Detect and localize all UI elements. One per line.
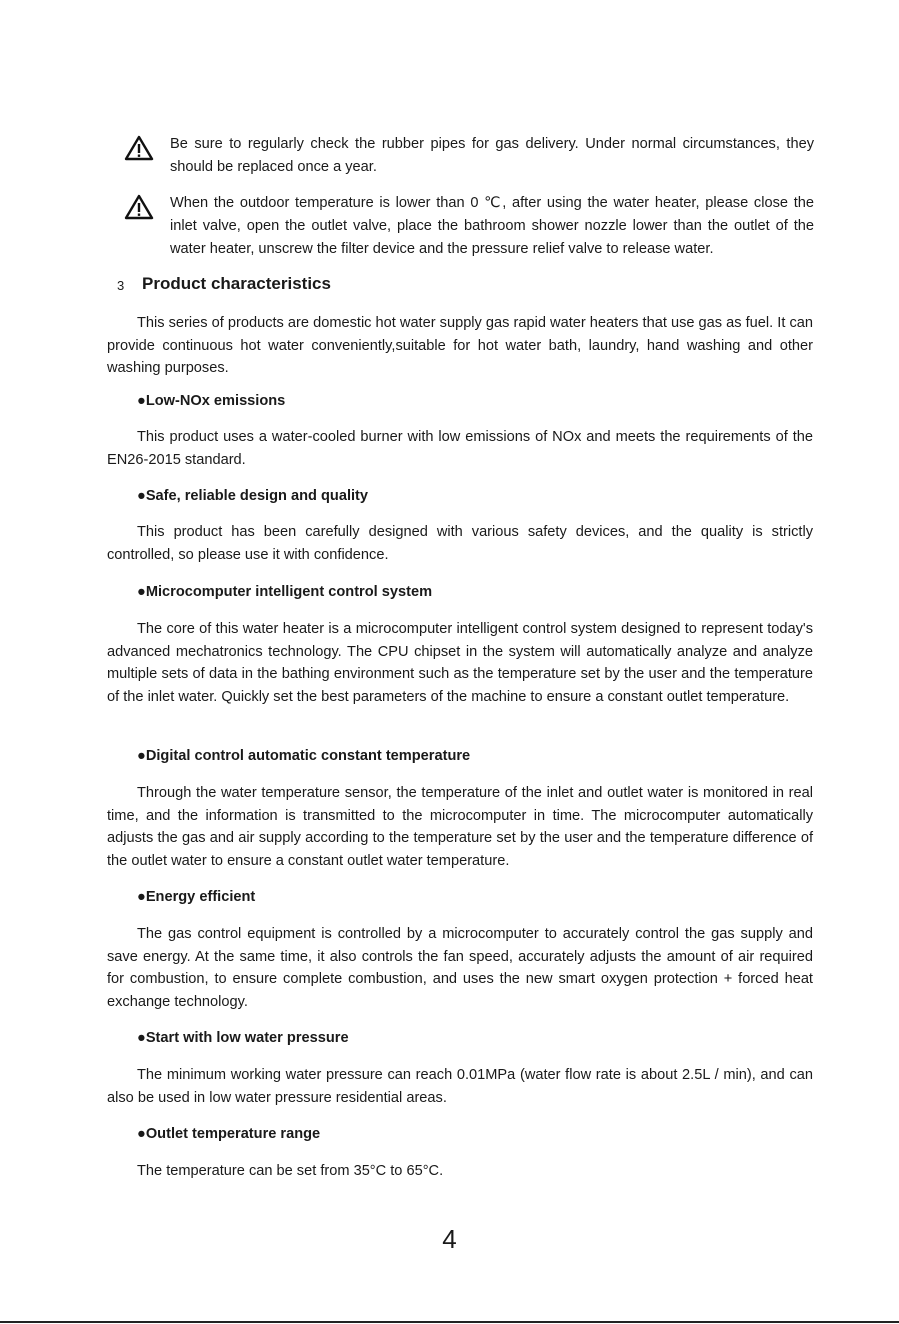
feature-text: The minimum working water pressure can reach 0.01MPa (water flow rate is about 2.5L / min), and can also be used in low water pressure residential areas. (107, 1067, 813, 1106)
warning-note (124, 133, 814, 179)
warning-text: When the outdoor temperature is lower than 0 ℃, after using the water heater, please close the inlet valve, open the outlet valve, place the bathroom shower nozzle lower than the outlet of the water heater, unscrew the filter device and the pressure relief valve to release water. (170, 195, 814, 257)
intro-paragraph: This series of products are domestic hot water supply gas rapid water heaters that use gas as fuel. It can provide continuous hot water conveniently,suitable for hot water bath, laundry, hand washing and other washing purposes. (107, 315, 813, 376)
feature-text: This product has been carefully designed with various safety devices, and the quality is strictly controlled, so please use it with confidence. (107, 524, 813, 563)
feature-text: Through the water temperature sensor, the temperature of the inlet and outlet water is monitored in real time, and the information is transmitted to the microcomputer in time. The microcomputer automatically adjusts the gas and air supply according to the temperature set by the user and the temperature difference of the outlet water to ensure a constant outlet water temperature. (107, 785, 813, 869)
section-number: 3 (117, 278, 125, 293)
feature-text: The gas control equipment is controlled by a microcomputer to accurately control the gas supply and save energy. At the same time, it also controls the fan speed, accurately adjusts the amount of air required for combustion, to ensure complete combustion, and uses the new smart oxygen protection + forced heat exchange technology. (107, 926, 813, 1010)
bottom-divider (0, 1321, 899, 1323)
feature-text: The temperature can be set from 35°C to 65°C. (137, 1163, 444, 1179)
warning-note (124, 192, 814, 261)
feature-heading: ●Digital control automatic constant temperature (137, 748, 471, 764)
feature-heading: ●Safe, reliable design and quality (137, 488, 369, 504)
feature-heading: ●Outlet temperature range (137, 1126, 321, 1142)
section-title: Product characteristics (142, 274, 331, 293)
feature-heading: ●Energy efficient (137, 889, 256, 905)
page-number: 4 (442, 1224, 457, 1254)
feature-text: The core of this water heater is a microcomputer intelligent control system designed to represent today's advanced mechatronics technology. The CPU chipset in the system will automatically analyze and analyze multiple sets of data in the bathing environment such as the temperature set by the user and the temperature of the inlet water. Quickly set the best parameters of the machine to ensure a constant outlet temperature. (107, 621, 813, 705)
feature-heading: ●Low-NOx emissions (137, 393, 286, 409)
warning-text: Be sure to regularly check the rubber pipes for gas delivery. Under normal circumstances, they should be replaced once a year. (170, 136, 814, 175)
warning-triangle-icon (124, 135, 154, 161)
feature-heading: ●Microcomputer intelligent control system (137, 584, 433, 600)
feature-heading: ●Start with low water pressure (137, 1030, 349, 1046)
feature-text: This product uses a water-cooled burner with low emissions of NOx and meets the requirements of the EN26-2015 standard. (107, 429, 813, 468)
warning-triangle-icon (124, 194, 154, 220)
